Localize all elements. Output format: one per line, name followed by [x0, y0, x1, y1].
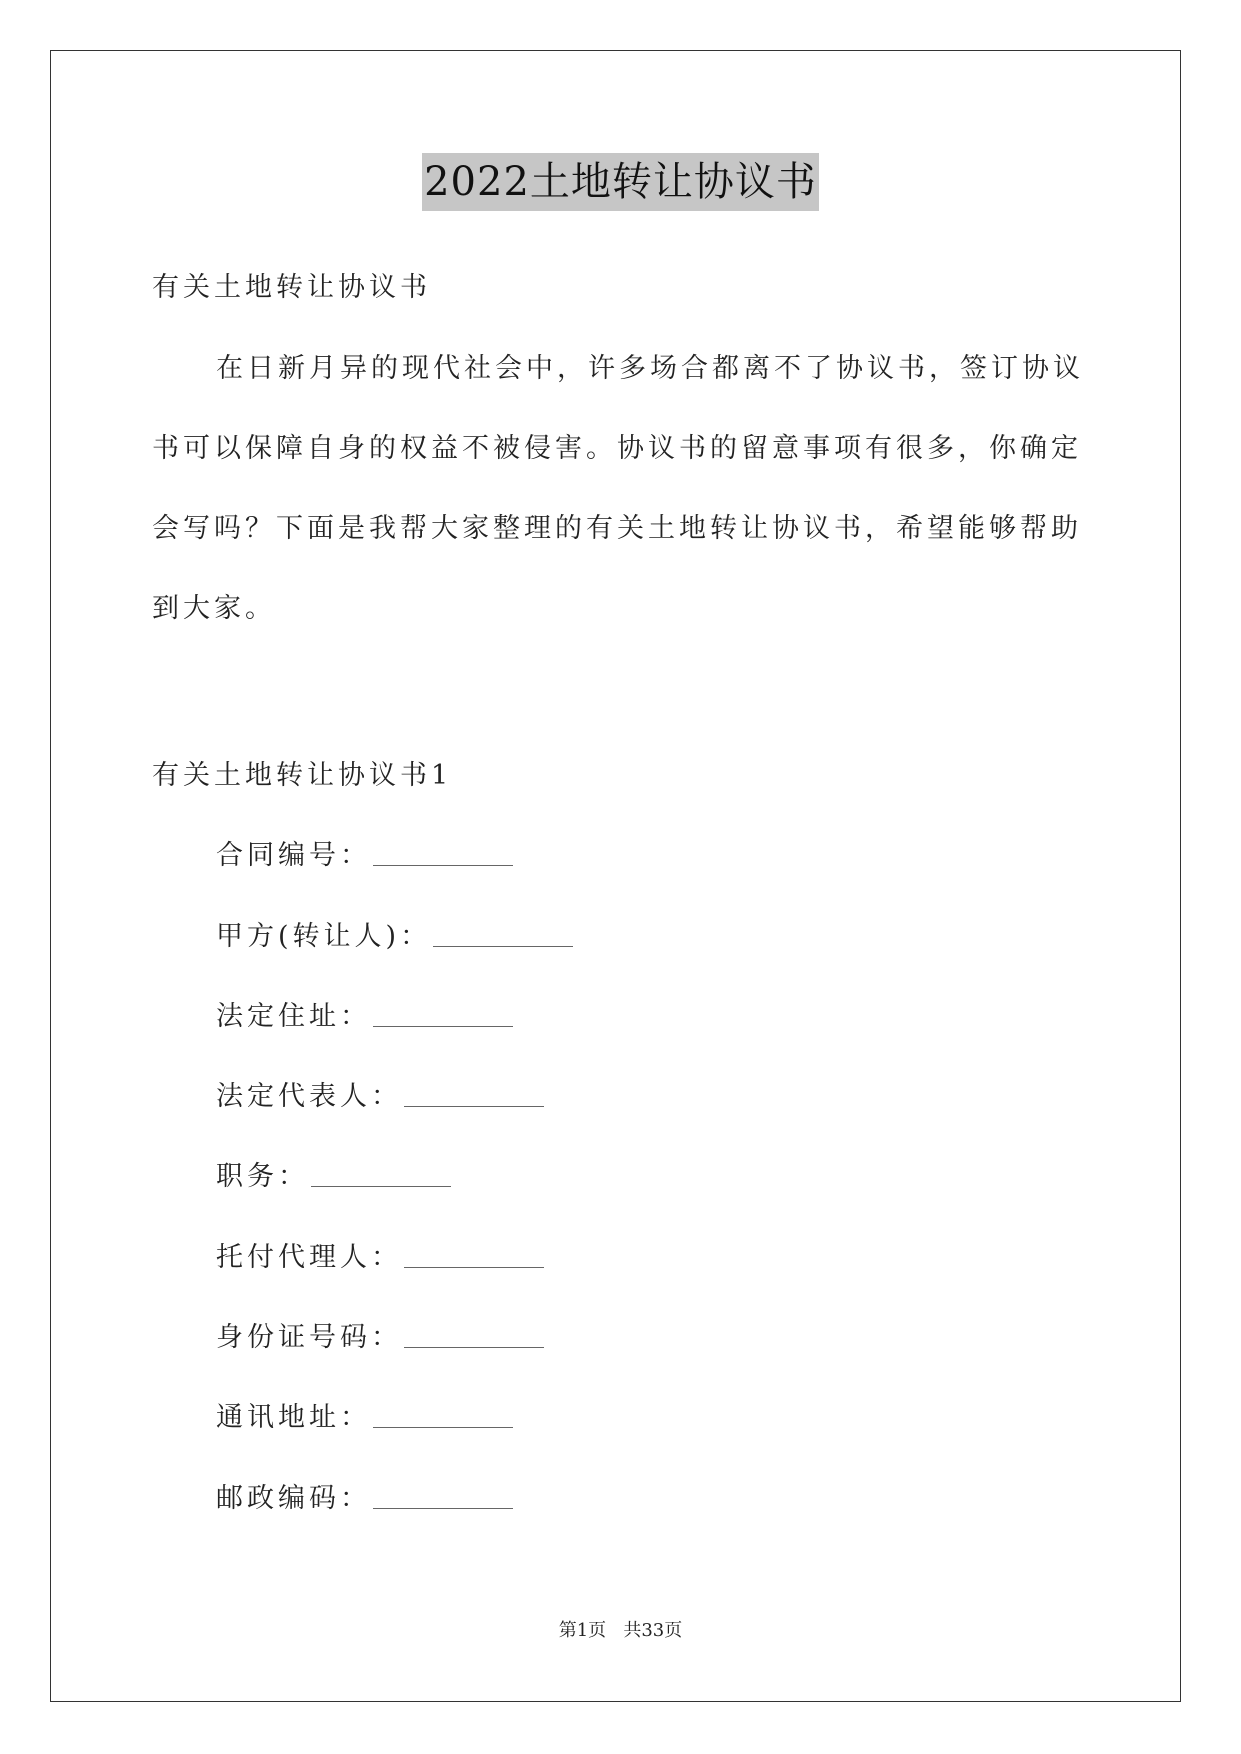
title-container — [0, 153, 1241, 211]
field-agent — [216, 1238, 544, 1278]
fill-in-blank[interactable] — [373, 841, 513, 866]
fill-in-blank[interactable] — [373, 1403, 513, 1428]
fill-in-blank[interactable] — [404, 1243, 544, 1268]
subtitle: 有关土地转让协议书 — [152, 272, 431, 303]
field-label: 邮政编码： — [216, 1483, 371, 1514]
page-footer: 第1页 共33页 — [558, 1620, 683, 1641]
field-contract-number — [216, 836, 513, 876]
fill-in-blank[interactable] — [311, 1162, 451, 1187]
intro-line-1: 在日新月异的现代社会中，许多场合都离不了协议书，签订协议 — [216, 353, 1084, 384]
field-label: 法定住址： — [216, 1001, 371, 1032]
field-label: 托付代理人： — [216, 1242, 402, 1273]
document-title: 2022土地转让协议书 — [422, 153, 819, 211]
field-postal-code — [216, 1479, 513, 1519]
field-mailing-address — [216, 1398, 513, 1438]
field-label: 法定代表人： — [216, 1081, 402, 1112]
field-legal-address — [216, 997, 513, 1037]
field-label: 合同编号： — [216, 840, 371, 871]
field-id-number — [216, 1318, 544, 1358]
intro-line-4: 到大家。 — [152, 593, 276, 624]
field-label: 职务： — [216, 1161, 309, 1192]
fill-in-blank[interactable] — [373, 1002, 513, 1027]
fill-in-blank[interactable] — [433, 922, 573, 947]
field-label: 甲方(转让人)： — [216, 921, 432, 952]
intro-line-2: 书可以保障自身的权益不被侵害。协议书的留意事项有很多，你确定 — [152, 433, 1082, 464]
field-label: 身份证号码： — [216, 1322, 402, 1353]
section-heading: 有关土地转让协议书1 — [152, 760, 453, 791]
field-label: 通讯地址： — [216, 1402, 371, 1433]
field-party-a — [216, 917, 573, 957]
field-position — [216, 1157, 451, 1197]
fill-in-blank[interactable] — [373, 1484, 513, 1509]
fill-in-blank[interactable] — [404, 1082, 544, 1107]
fill-in-blank[interactable] — [404, 1323, 544, 1348]
field-legal-representative — [216, 1077, 544, 1117]
intro-line-3: 会写吗？下面是我帮大家整理的有关土地转让协议书，希望能够帮助 — [152, 513, 1082, 544]
